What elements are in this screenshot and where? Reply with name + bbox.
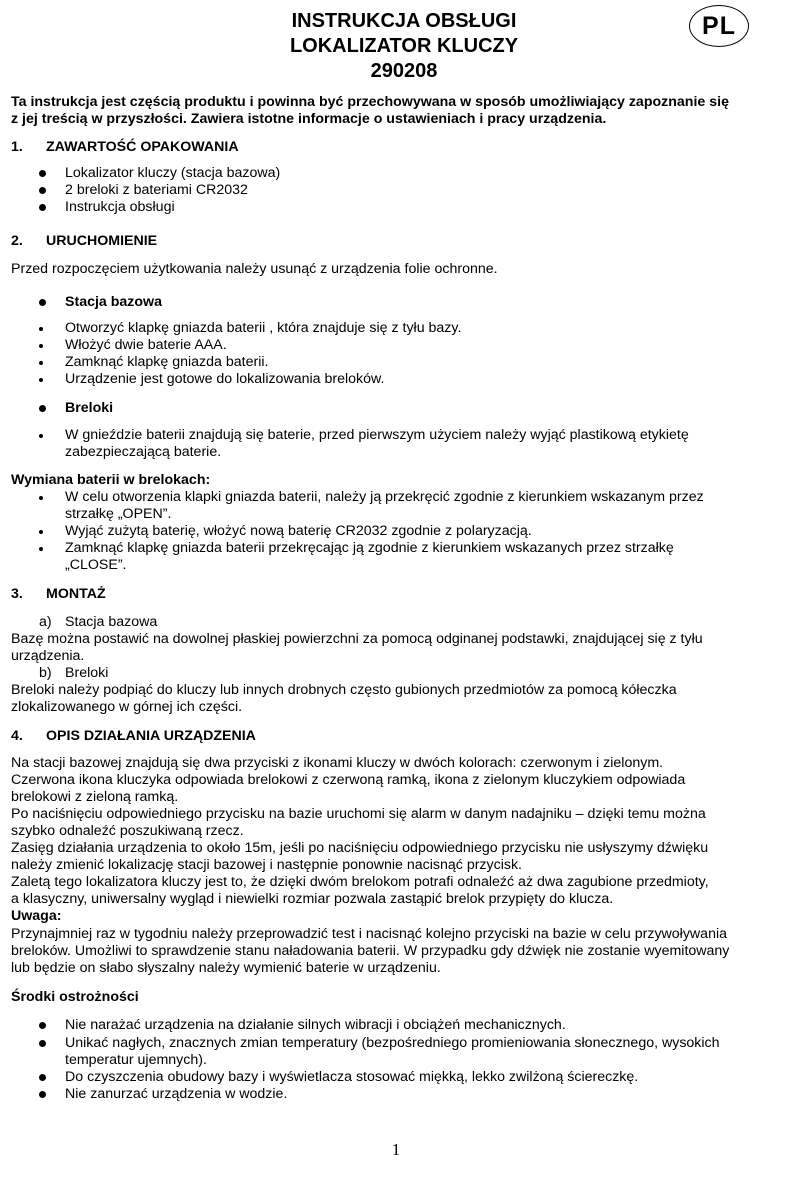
operation-text-line: Czerwona ikona kluczyka odpowiada brelokowi z czerwoną ramką, ikona z zielonym kluczykiem odpowiada (11, 772, 686, 788)
base-step: Otworzyć klapkę gniazda baterii , która znajduje się z tyłu bazy. (65, 320, 462, 336)
precaution-item-4: Nie zanurzać urządzenia w wodzie. (65, 1086, 288, 1102)
intro-line-2: z jej treścią w przyszłości. Zawiera istotne informacje o ustawieniach i pracy urządzenia. (11, 111, 607, 127)
mount-a-label: a) (39, 614, 52, 630)
operation-text-line: Zasięg działania urządzenia to około 15m, jeśli po naciśnięciu odpowiedniego przycisku nie usłyszymy dźwięku (11, 840, 709, 856)
precaution-item-1: Nie narażać urządzenia na działanie silnych wibracji i obciążeń mechanicznych. (65, 1017, 566, 1033)
section-4-number: 4. (11, 728, 23, 744)
section-2-heading: URUCHOMIENIE (46, 233, 158, 249)
base-step: Zamknąć klapkę gniazda baterii. (65, 354, 269, 370)
base-step: Urządzenie jest gotowe do lokalizowania breloków. (65, 371, 385, 387)
section-4-heading: OPIS DZIAŁANIA URZĄDZENIA (46, 728, 256, 744)
section-3-number: 3. (11, 586, 23, 602)
bullet-dot (39, 405, 46, 412)
replace-step-3-line-1: Zamknąć klapkę gniazda baterii przekręcając ją zgodnie z kierunkiem wskazanych przez strzałkę (65, 540, 674, 556)
precaution-item-3: Do czyszczenia obudowy bazy i wyświetlacza stosować miękką, lekko zwilżoną ściereczkę. (65, 1069, 639, 1085)
bullet-dot-small (39, 496, 43, 500)
section-1-heading: ZAWARTOŚĆ OPAKOWANIA (46, 139, 239, 155)
mount-a-title: Stacja bazowa (65, 614, 158, 630)
bullet-dot (39, 204, 46, 211)
precaution-item-2-line-1: Unikać nagłych, znacznych zmian temperatury (bezpośredniego promieniowania słonecznego, wysokich (65, 1035, 720, 1051)
operation-text-line: Po naciśnięciu odpowiedniego przycisku na bazie uruchomi się alarm w danym nadajniku – dzięki temu można (11, 806, 706, 822)
bullet-dot (39, 1074, 46, 1081)
precautions-heading: Środki ostrożności (11, 989, 139, 1005)
title-line-1: INSTRUKCJA OBSŁUGI (291, 10, 517, 32)
mount-b-label: b) (39, 665, 52, 681)
operation-text-line: należy zmienić lokalizację stacji bazowej i następnie ponownie nacisnąć przycisk. (11, 857, 522, 873)
bullet-dot-small (39, 327, 43, 331)
replace-step-1-line-2: strzałkę „OPEN”. (65, 506, 172, 522)
bullet-dot-small (39, 378, 43, 382)
fobs-heading: Breloki (65, 400, 114, 416)
package-item: 2 breloki z bateriami CR2032 (65, 182, 248, 198)
bullet-dot-small (39, 361, 43, 365)
mount-a-text-line-1: Bazę można postawić na dowolnej płaskiej powierzchni za pomocą odginanej podstawki, znajdującej się z tyłu (11, 631, 703, 647)
section-1-number: 1. (11, 139, 23, 155)
section-3-heading: MONTAŻ (46, 586, 106, 602)
mount-b-text-line-1: Breloki należy podpiąć do kluczy lub innych drobnych często gubionych przedmiotów za pomocą kółeczka (11, 682, 677, 698)
operation-text-line: Zaletą tego lokalizatora kluczy jest to, że dzięki dwóm brelokom potrafi odnaleźć aż dwa zagubione przedmioty, (11, 874, 709, 890)
bullet-dot-small (39, 434, 43, 438)
language-badge: PL (689, 5, 749, 47)
bullet-dot (39, 299, 46, 306)
title-line-3: 290208 (370, 60, 438, 82)
bullet-dot (39, 1022, 46, 1029)
bullet-dot (39, 170, 46, 177)
bullet-dot (39, 187, 46, 194)
replace-step-2: Wyjąć zużytą baterię, włożyć nową baterię CR2032 zgodnie z polaryzacją. (65, 523, 532, 539)
base-station-heading: Stacja bazowa (65, 294, 162, 310)
mount-b-title: Breloki (65, 665, 109, 681)
bullet-dot-small (39, 344, 43, 348)
note-heading: Uwaga: (11, 908, 62, 924)
note-line-2: breloków. Umożliwi to sprawdzenie stanu naładowania baterii. W przypadku gdy dźwięk nie zostanie wyemitowany (11, 943, 730, 959)
operation-text-line: a klasyczny, uniwersalny wygląd i niewielki rozmiar pozwala zastąpić brelok przypięty do klucza. (11, 891, 614, 907)
section-2-intro: Przed rozpoczęciem użytkowania należy usunąć z urządzenia folie ochronne. (11, 261, 498, 277)
base-step: Włożyć dwie baterie AAA. (65, 337, 227, 353)
section-2-number: 2. (11, 233, 23, 249)
operation-text-line: szybko odnaleźć poszukiwaną rzecz. (11, 823, 244, 839)
bullet-dot-small (39, 547, 43, 551)
title-line-2: LOKALIZATOR KLUCZY (289, 35, 519, 57)
intro-line-1: Ta instrukcja jest częścią produktu i powinna być przechowywana w sposób umożliwiający zapoznanie się (11, 94, 729, 110)
mount-b-text-line-2: zlokalizowanego w górnej ich części. (11, 699, 243, 715)
fobs-step-line-1: W gnieździe baterii znajdują się baterie, przed pierwszym użyciem należy wyjąć plastikową etykietę (65, 427, 689, 443)
bullet-dot (39, 1091, 46, 1098)
operation-text-line: Na stacji bazowej znajdują się dwa przyciski z ikonami kluczy w dwóch kolorach: czerwonym i zielonym. (11, 755, 664, 771)
precaution-item-2-line-2: temperatur ujemnych). (65, 1052, 207, 1068)
note-line-3: lub będzie on słabo słyszalny należy wymienić baterie w urządzeniu. (11, 960, 441, 976)
operation-text-line: brelokowi z zieloną ramką. (11, 789, 179, 805)
page-number: 1 (391, 1140, 401, 1159)
mount-a-text-line-2: urządzenia. (11, 648, 85, 664)
bullet-dot-small (39, 530, 43, 534)
fobs-step-line-2: zabezpieczającą baterie. (65, 444, 222, 460)
battery-replace-heading: Wymiana baterii w brelokach: (11, 472, 211, 488)
replace-step-1-line-1: W celu otworzenia klapki gniazda baterii, należy ją przekręcić zgodnie z kierunkiem wskazanym przez (65, 489, 704, 505)
package-item: Lokalizator kluczy (stacja bazowa) (65, 165, 281, 181)
replace-step-3-line-2: „CLOSE”. (65, 557, 127, 573)
bullet-dot (39, 1040, 46, 1047)
note-line-1: Przynajmniej raz w tygodniu należy przeprowadzić test i nacisnąć kolejno przyciski na bazie w celu przywoływania (11, 926, 727, 942)
package-item: Instrukcja obsługi (65, 199, 175, 215)
